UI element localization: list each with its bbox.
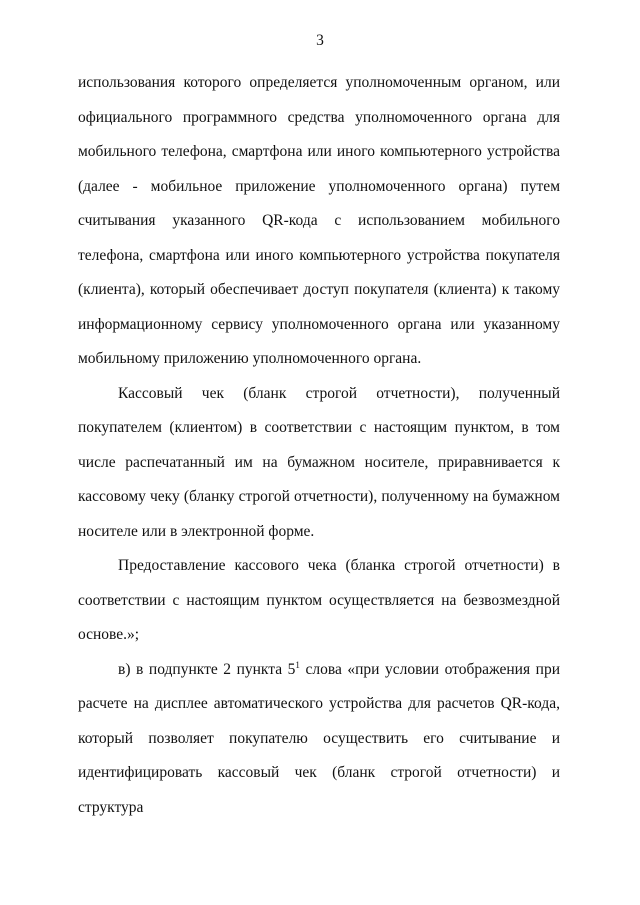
paragraph-free-provision: Предоставление кассового чека (бланка строгой отчетности) в соответствии с настоящим пунктом осуществляется на безвозмездной основе.»; [78,557,560,643]
paragraph-subclause-v [78,653,560,826]
paragraph-subclause-v-rest: слова «при условии отображения при расчете на дисплее автоматического устройства для расчетов QR-кода, который позволяет покупателю осуществить его считывание и идентифицировать кассовый чек (бланк строгой отчетности) и структура [78,660,560,816]
paragraph-continuation: использования которого определяется уполномоченным органом, или официального программного средства уполномоченного органа для мобильного телефона, смартфона или иного компьютерного устройства (далее - мобильное приложение уполномоченного органа) путем считывания указанного QR-кода с использованием мобильного телефона, смартфона или иного компьютерного устройства покупателя (клиента), который обеспечивает доступ покупателя (клиента) к такому информационному сервису уполномоченного органа или указанному мобильному приложению уполномоченного органа. [78,74,560,367]
page-number: 3 [316,32,324,49]
paragraph-cash-receipt: Кассовый чек (бланк строгой отчетности), полученный покупателем (клиентом) в соответствии с настоящим пунктом, в том числе распечатанный им на бумажном носителе, приравнивается к кассовому чеку (бланку строгой отчетности), полученному на бумажном носителе или в электронной форме. [78,384,560,540]
superscript-index: 1 [295,659,300,670]
paragraph-subclause-v-start: в) в подпункте 2 пункта 5 [118,660,296,678]
document-body [78,66,560,825]
